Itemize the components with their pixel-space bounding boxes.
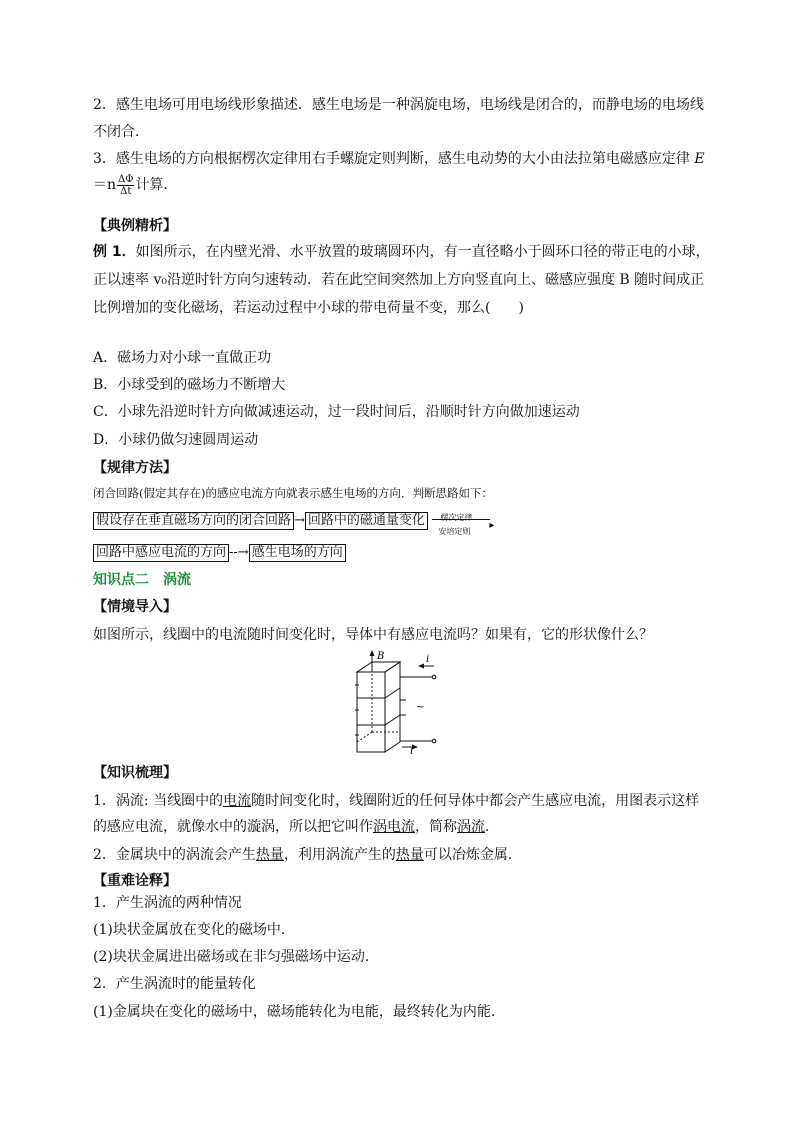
arrow-label-bottom: 安培定则 <box>438 527 471 536</box>
label-i-bottom: i <box>410 746 414 755</box>
ac-source-label: ~ <box>416 702 425 713</box>
label-b: B <box>377 651 385 662</box>
label-i-top: i <box>426 654 430 665</box>
knowledge-2 <box>93 845 522 865</box>
fraction-denominator: Δt <box>120 185 132 197</box>
fraction <box>117 174 134 197</box>
arrow-icon: → <box>294 513 305 528</box>
example-1-line-1 <box>93 242 710 262</box>
heading-key: 【重难诠释】 <box>93 873 177 889</box>
block-top <box>357 662 400 672</box>
text: 3．感生电场的方向根据楞次定律用右手螺旋定则判断，感生电动势的大小由法拉第电磁感应定律 <box>93 151 690 167</box>
text: 2．金属块中的涡流会产生 <box>93 847 256 863</box>
text: 的感应电流，就像水中的漩涡，所以把它叫作 <box>93 819 373 835</box>
text: 计算． <box>135 177 178 193</box>
formula-eq: ＝n <box>93 177 117 193</box>
text: ，利用涡流产生的 <box>283 847 396 863</box>
underlined-term: 涡电流 <box>373 819 415 835</box>
underlined-term: 热量 <box>255 847 284 863</box>
key-2-1: (1)金属块在变化的磁场中，磁场能转化为电能，最终转化为内能． <box>93 1004 505 1020</box>
heading-method: 【规律方法】 <box>93 460 177 476</box>
arrow-head-icon <box>370 650 375 656</box>
text: 如图所示，在内壁光滑、水平放置的玻璃圆环内，有一直径略小于圆环口径的带正电的小球， <box>135 244 710 260</box>
text: 可以冶炼金属． <box>423 847 522 863</box>
flow-box-3: 回路中感应电流的方向 <box>93 544 229 562</box>
eddy-current-figure <box>350 650 450 755</box>
option-b: B．小球受到的磁场力不断增大 <box>93 377 286 393</box>
text: 不闭合． <box>93 124 149 140</box>
arrow-head-icon: ▸ <box>489 520 495 531</box>
paragraph-2 <box>93 95 704 115</box>
block-front <box>357 672 385 752</box>
option-d: D．小球仍做匀速圆周运动 <box>93 432 259 448</box>
block-side <box>385 662 400 752</box>
text: 随时间变化时，线圈附近的任何导体中都会产生感应电流，用图表示这样 <box>251 793 700 809</box>
example-1-line-2: 正以速率 v₀沿逆时针方向匀速转动．若在此空间突然加上方向竖直向上、磁感应强度 B 随时间成正 <box>93 272 705 288</box>
key-2: 2．产生涡流时的能量转化 <box>93 976 256 992</box>
knowledge-1-line-1 <box>93 791 699 811</box>
method-text: 闭合回路(假定其存在)的感应电流方向就表示感生电场的方向．判断思路如下： <box>93 486 493 500</box>
heading-example: 【典例精析】 <box>93 218 177 234</box>
text: 2．感生电场可用电场线形象描述．感生电场是一种涡旋电场，电场线是闭合的，而静电场的电场线 <box>93 97 704 113</box>
heading-scene: 【情境导入】 <box>93 599 177 615</box>
text: 1．涡流: 当线圈中的 <box>93 793 224 809</box>
flow-box-1: 假设存在垂直磁场方向的闭合回路 <box>93 512 294 530</box>
key-1-2: (2)块状金属进出磁场或在非匀强磁场中运动． <box>93 949 379 965</box>
flow-box-2: 回路中的磁通量变化 <box>305 512 428 530</box>
text: ，简称 <box>415 819 457 835</box>
underlined-term: 电流 <box>223 793 252 809</box>
example-1-line-3: 比例增加的变化磁场，若运动过程中小球的带电荷量不变，那么( ) <box>93 300 524 316</box>
heading-sort: 【知识梳理】 <box>93 765 177 781</box>
knowledge-point-2: 知识点二 涡流 <box>93 572 191 588</box>
text: ． <box>485 819 499 835</box>
arrow-icon: --→ <box>229 545 249 560</box>
flow-row-2 <box>93 542 346 563</box>
arrow-label-top: 楞次定律 <box>440 513 473 522</box>
arrow-head-icon <box>418 664 424 669</box>
paragraph-2-cont <box>93 122 149 142</box>
option-a: A．磁场力对小球一直做正功 <box>93 350 272 366</box>
flow-box-4: 感生电场的方向 <box>249 544 346 562</box>
underlined-term: 涡流 <box>457 819 485 835</box>
example-label: 例 1． <box>93 244 136 260</box>
scene-question: 如图所示，线圈中的电流随时间变化时，导体中有感应电流吗？如果有，它的形状像什么？ <box>93 627 653 643</box>
option-c: C．小球先沿逆时针方向做减速运动，过一段时间后，沿顺时针方向做加速运动 <box>93 404 580 420</box>
key-1-1: (1)块状金属放在变化的磁场中． <box>93 922 295 938</box>
knowledge-1-line-2 <box>93 817 499 837</box>
paragraph-3 <box>93 149 705 169</box>
fraction-numerator: ΔΦ <box>118 173 134 185</box>
labeled-arrow <box>432 508 495 536</box>
flow-row-1 <box>93 508 495 536</box>
formula-line <box>93 172 177 198</box>
symbol-E: E <box>694 151 705 167</box>
key-1: 1．产生涡流的两种情况 <box>93 895 242 911</box>
underlined-term: 热量 <box>395 847 424 863</box>
